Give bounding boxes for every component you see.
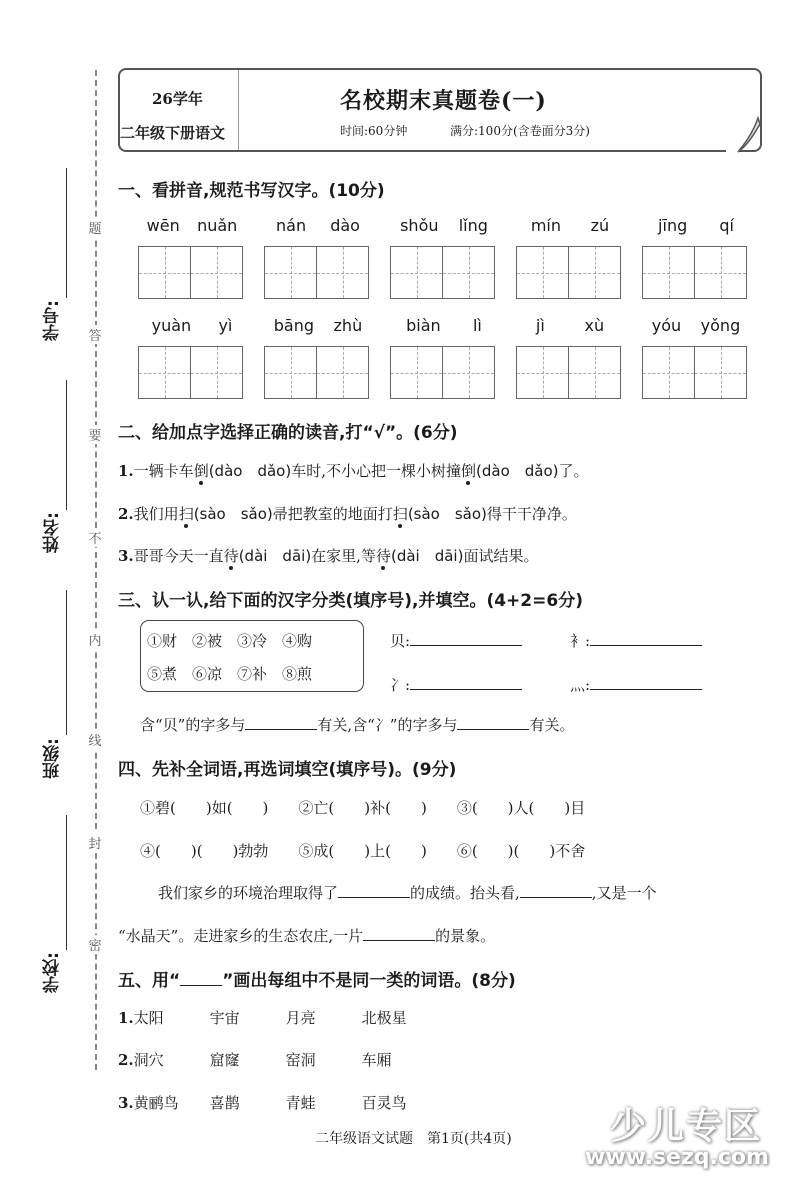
seal-char: 封: [84, 833, 106, 852]
pinyin-group: [516, 216, 624, 299]
answer-blank[interactable]: [363, 926, 435, 941]
section-1-title: 一、看拼音,规范书写汉字。(10分): [118, 181, 385, 201]
watermark-url: www.sezq.com: [585, 1145, 769, 1170]
seal-char: 密: [84, 935, 106, 954]
passage-text: 的景象。: [435, 927, 496, 945]
pinyin: jīng: [658, 216, 688, 235]
word-group-2: [118, 1049, 392, 1070]
dotted-char: 扫: [392, 505, 408, 523]
writing-cell[interactable]: [190, 246, 243, 299]
name-line[interactable]: [66, 380, 67, 510]
question-text: 在家里,等: [311, 547, 376, 565]
class-label: 班级:: [43, 738, 63, 779]
dotted-char: 倒: [460, 462, 476, 480]
writing-cell[interactable]: [694, 346, 747, 399]
seal-char: 不: [84, 528, 106, 547]
section-5-title-part: ”画出每组中不是同一类的词语。(8分): [222, 971, 516, 991]
pinyin-group: [642, 216, 750, 299]
writing-cell[interactable]: [264, 246, 317, 299]
reading-options[interactable]: (dào dǎo): [208, 462, 292, 480]
pinyin: yóu: [651, 316, 682, 335]
passage-text: 我们家乡的环境治理取得了: [158, 884, 339, 902]
answer-blank[interactable]: [520, 883, 592, 898]
word-group-1: [118, 1007, 407, 1028]
writing-cell[interactable]: [694, 246, 747, 299]
word[interactable]: 百灵鸟: [361, 1094, 407, 1112]
answer-blank[interactable]: [410, 631, 522, 646]
dotted-char: 待: [375, 547, 391, 565]
passage-line-1: [158, 882, 657, 903]
writing-cell[interactable]: [516, 246, 569, 299]
pinyin: shǒu: [400, 216, 439, 235]
pinyin: wēn: [146, 216, 180, 235]
section-5-title: [118, 966, 516, 991]
section-2-title: 二、给加点字选择正确的读音,打“√”。(6分): [118, 423, 458, 443]
radical-label: 贝:: [390, 632, 411, 650]
reading-options[interactable]: (sào sǎo): [193, 505, 273, 523]
section-4-title: 四、先补全词语,再选词填空(填序号)。(9分): [118, 760, 457, 780]
pinyin: yì: [218, 316, 233, 335]
word[interactable]: 青蛙: [285, 1094, 316, 1112]
reading-options[interactable]: (sào sǎo): [407, 505, 487, 523]
pinyin: xù: [584, 316, 605, 335]
dotted-char: 扫: [178, 505, 194, 523]
page-footer: 二年级语文试题 第1页(共4页): [315, 1131, 512, 1147]
pinyin: nán: [276, 216, 307, 235]
word[interactable]: 月亮: [285, 1009, 316, 1027]
answer-blank[interactable]: [338, 883, 410, 898]
word[interactable]: 黄鹂鸟: [133, 1094, 179, 1112]
character-row: ⑤煮 ⑥凉 ⑦补 ⑧煎: [147, 665, 313, 683]
pinyin: lì: [472, 316, 482, 335]
pinyin: lǐng: [458, 216, 488, 235]
answer-blank[interactable]: [245, 715, 317, 730]
pinyin-group: [390, 316, 498, 399]
radical-fill-sentence: [140, 714, 574, 735]
school-line[interactable]: [66, 815, 67, 950]
passage-text: “水晶天”。走进家乡的生态农庄,一片: [118, 927, 364, 945]
pinyin: biàn: [406, 316, 441, 335]
name-label: 姓名:: [43, 512, 63, 553]
seal-char: 内: [84, 630, 106, 649]
pinyin: zhù: [333, 316, 363, 335]
exam-score: 满分:100分(含卷面分3分): [450, 124, 590, 138]
question-text: 面试结果。: [463, 547, 539, 565]
question-text: 帚把教室的地面打: [272, 505, 393, 523]
seal-char: 要: [84, 425, 106, 444]
writing-cell[interactable]: [568, 246, 621, 299]
fill-text: 有关,含“冫”的字多与: [317, 716, 458, 734]
word[interactable]: 洞穴: [133, 1051, 164, 1069]
question-text: 哥哥今天一直: [133, 547, 224, 565]
question-text: 车时,不小心把一棵小树撞: [291, 462, 461, 480]
exam-header: [118, 68, 762, 152]
watermark-title: 少儿专区: [610, 1106, 763, 1147]
question-number: 3.: [118, 547, 134, 565]
dotted-char: 倒: [193, 462, 209, 480]
answer-blank[interactable]: [457, 715, 529, 730]
idiom-row-2[interactable]: ④( )( )勃勃 ⑤成( )上( ) ⑥( )( )不舍: [140, 842, 586, 860]
radical-huo: [570, 674, 702, 695]
writing-cell[interactable]: [642, 346, 695, 399]
radical-bei: [390, 630, 522, 651]
pinyin: mín: [530, 216, 561, 235]
fill-text: 含“贝”的字多与: [140, 716, 246, 734]
writing-cell[interactable]: [442, 346, 495, 399]
radical-label: 灬:: [570, 676, 591, 694]
passage-text: ,又是一个: [591, 884, 657, 902]
pinyin-group: [138, 216, 246, 299]
answer-blank[interactable]: [590, 675, 702, 690]
writing-cell[interactable]: [642, 246, 695, 299]
word[interactable]: 车厢: [361, 1051, 392, 1069]
pinyin: nuǎn: [197, 216, 238, 235]
character-box: [140, 620, 364, 692]
exam-time: 时间:60分钟: [340, 124, 408, 138]
question-number: 1.: [118, 1009, 134, 1027]
student-id-line[interactable]: [66, 168, 67, 298]
radical-label: 衤:: [570, 632, 591, 650]
writing-cell[interactable]: [442, 246, 495, 299]
pinyin: qí: [719, 216, 734, 235]
question-number: 2.: [118, 1051, 134, 1069]
question-2-3: [118, 545, 538, 566]
word[interactable]: 窟窿: [209, 1051, 240, 1069]
word[interactable]: 宇宙: [209, 1009, 240, 1027]
seal-char: 题: [84, 218, 106, 237]
character-row: ①财 ②被 ③冷 ④购: [147, 632, 313, 650]
question-text: 我们用: [133, 505, 179, 523]
fill-text: 有关。: [529, 716, 575, 734]
reading-options[interactable]: (dài dāi): [238, 547, 312, 565]
answer-blank[interactable]: [590, 631, 702, 646]
section-3-title: 三、认一认,给下面的汉字分类(填序号),并填空。(4+2=6分): [118, 591, 583, 611]
writing-cell[interactable]: [390, 246, 443, 299]
pinyin: jì: [535, 316, 545, 335]
pinyin: dào: [330, 216, 360, 235]
question-2-1: [118, 460, 589, 481]
writing-cell[interactable]: [390, 346, 443, 399]
reading-options[interactable]: (dào dǎo): [476, 462, 559, 480]
dotted-char: 待: [223, 547, 239, 565]
seal-char: 线: [84, 730, 106, 749]
writing-cell[interactable]: [316, 346, 369, 399]
underline-sample: [180, 969, 222, 986]
radical-yi: [570, 630, 702, 651]
writing-cell[interactable]: [138, 246, 191, 299]
pinyin-group: [264, 316, 372, 399]
writing-cell[interactable]: [516, 346, 569, 399]
writing-cell[interactable]: [316, 246, 369, 299]
pinyin-group: [264, 216, 372, 299]
word[interactable]: 窑洞: [285, 1051, 316, 1069]
question-text: 了。: [558, 462, 589, 480]
radical-label: 冫:: [390, 676, 411, 694]
exam-title: 名校期末真题卷(一): [340, 88, 547, 114]
writing-cell[interactable]: [190, 346, 243, 399]
word[interactable]: 太阳: [133, 1009, 164, 1027]
class-line[interactable]: [66, 590, 67, 735]
idiom-row-1[interactable]: ①碧( )如( ) ②亡( )补( ) ③( )人( )目: [140, 799, 586, 817]
word[interactable]: 喜鹊: [209, 1094, 240, 1112]
pinyin: yuàn: [151, 316, 192, 335]
question-2-2: [118, 503, 577, 524]
pinyin: zú: [590, 216, 610, 235]
pinyin: bāng: [273, 316, 315, 335]
radical-bing: [390, 674, 522, 695]
pinyin-group: [390, 216, 498, 299]
question-number: 1.: [118, 462, 134, 480]
passage-line-2: [118, 925, 495, 946]
header-left-panel: [120, 70, 239, 150]
seal-char: 答: [84, 325, 106, 344]
pinyin: yǒng: [700, 316, 741, 335]
writing-cell[interactable]: [264, 346, 317, 399]
passage-text: 的成绩。抬头看,: [410, 884, 520, 902]
word-group-3: [118, 1092, 407, 1113]
answer-blank[interactable]: [410, 675, 522, 690]
page-curl-icon: [724, 116, 764, 156]
pinyin-group: [642, 316, 750, 399]
writing-cell[interactable]: [138, 346, 191, 399]
question-number: 2.: [118, 505, 134, 523]
section-5-title-part: 五、用“: [118, 971, 181, 991]
question-text: 得干干净净。: [486, 505, 577, 523]
grade-subject: 二年级下册语文: [120, 124, 226, 142]
school-label: 学校:: [43, 952, 63, 993]
student-id-label: 学号:: [43, 300, 63, 341]
reading-options[interactable]: (dài dāi): [390, 547, 464, 565]
pinyin-group: [516, 316, 624, 399]
word[interactable]: 北极星: [361, 1009, 407, 1027]
school-year: 26学年: [152, 90, 203, 108]
writing-cell[interactable]: [568, 346, 621, 399]
question-number: 3.: [118, 1094, 134, 1112]
question-text: 一辆卡车: [133, 462, 194, 480]
pinyin-group: [138, 316, 246, 399]
